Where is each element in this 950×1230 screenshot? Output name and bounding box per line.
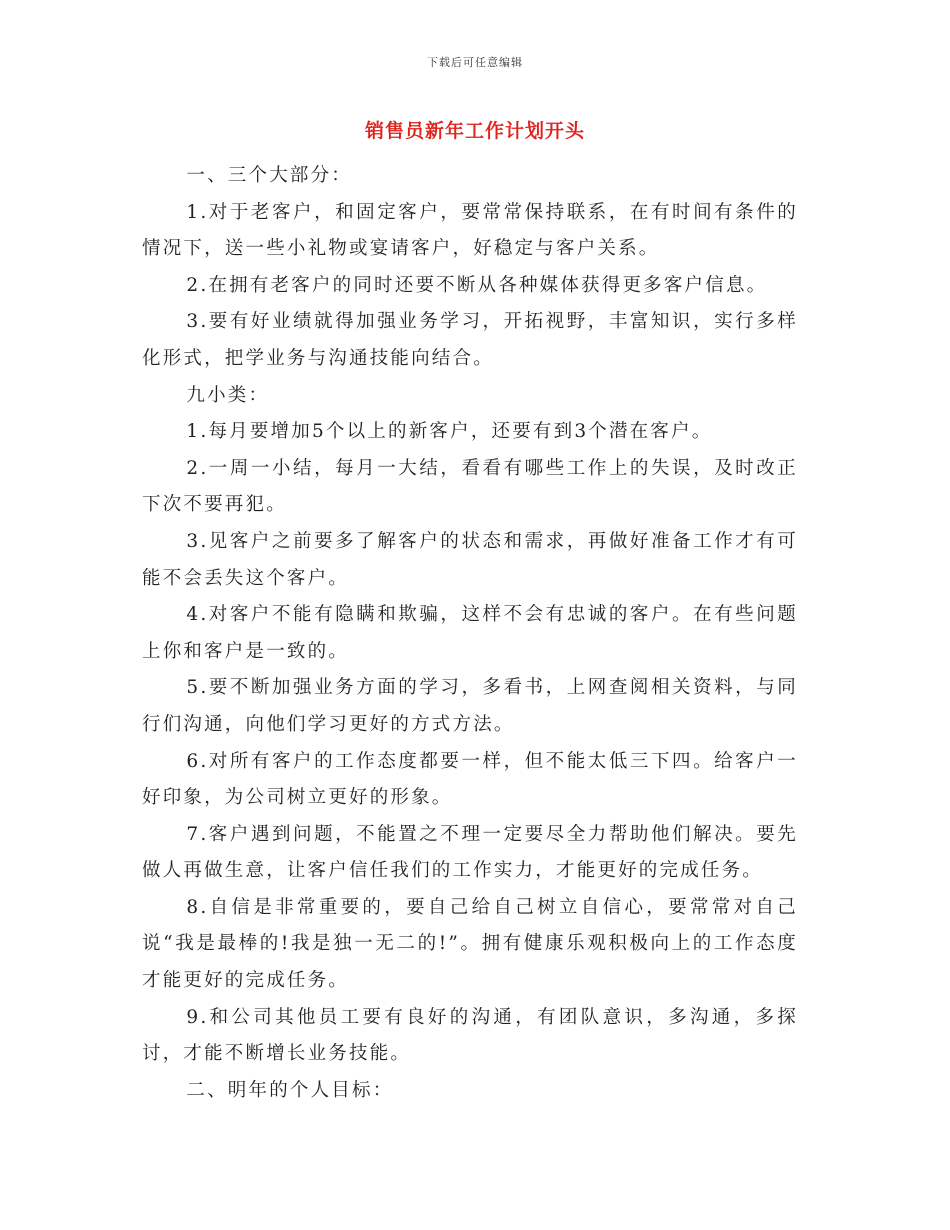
paragraph: 8.自信是非常重要的，要自己给自己树立自信心，要常常对自己说“我是最棒的!我是独一无二的!”。拥有健康乐观积极向上的工作态度才能更好的完成任务。 [142,896,798,992]
document-title: 销售员新年工作计划开头 [364,120,585,142]
paragraph: 9.和公司其他员工要有良好的沟通，有团队意识，多沟通，多探讨，才能不断增长业务技能。 [142,1006,798,1065]
paragraph: 3.要有好业绩就得加强业务学习，开拓视野，丰富知识，实行多样化形式，把学业务与沟通技能向结合。 [142,311,798,369]
paragraph: 2.在拥有老客户的同时还要不断从各种媒体获得更多客户信息。 [186,274,768,296]
paragraph: 2.一周一小结，每月一大结，看看有哪些工作上的失误，及时改正下次不要再犯。 [142,457,798,516]
section-heading: 九小类： [186,384,270,406]
paragraph: 1.对于老客户，和固定客户，要常常保持联系，在有时间有条件的情况下，送一些小礼物或宴请客户，好稳定与客户关系。 [142,201,798,260]
section-heading: 一、三个大部分： [186,165,352,186]
paragraph: 7.客户遇到问题，不能置之不理一定要尽全力帮助他们解决。要先做人再做生意，让客户信任我们的工作实力，才能更好的完成任务。 [142,823,798,882]
paragraph: 3.见客户之前要多了解客户的状态和需求，再做好准备工作才有可能不会丢失这个客户。 [142,530,798,589]
document-body [142,158,798,1109]
header-note: 下载后可任意编辑 [427,56,523,69]
section-heading: 二、明年的个人目标： [186,1079,394,1101]
paragraph: 6.对所有客户的工作态度都要一样，但不能太低三下四。给客户一好印象，为公司树立更好的形象。 [142,750,798,809]
paragraph: 1.每月要增加5个以上的新客户，还要有到3个潜在客户。 [186,421,713,443]
paragraph: 5.要不断加强业务方面的学习，多看书，上网查阅相关资料，与同行们沟通，向他们学习更好的方式方法。 [142,677,798,735]
paragraph: 4.对客户不能有隐瞒和欺骗，这样不会有忠诚的客户。在有些问题上你和客户是一致的。 [142,604,798,662]
